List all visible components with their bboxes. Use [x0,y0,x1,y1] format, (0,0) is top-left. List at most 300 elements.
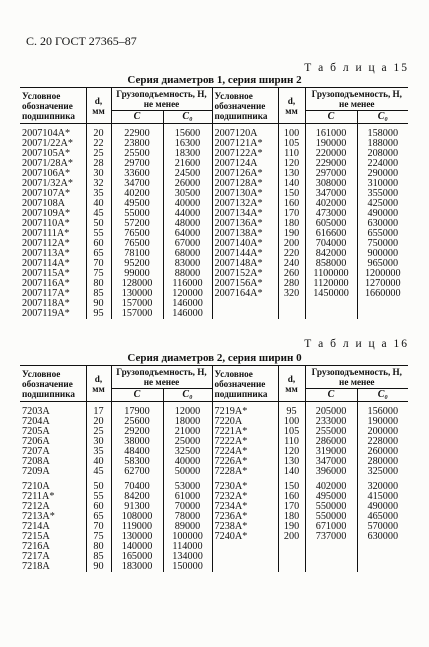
dynamic-load-rating: 29200 [111,427,163,437]
static-load-rating: 570000 [367,521,399,532]
bearing-designation: 2007124A [212,159,278,169]
diameter-header: d, мм [278,366,305,402]
dynamic-load-rating: 1120000 [305,279,357,289]
bearing-designation: 7210A [20,477,86,492]
static-load-rating: 280000 [367,456,399,467]
dynamic-load-rating [305,562,357,572]
capacity-header: Грузоподъемность, Н, не менее [305,88,408,111]
dynamic-load-rating: 25600 [111,417,163,427]
dynamic-load-rating: 183000 [111,562,163,572]
static-load-rating: 61000 [163,492,212,502]
bearing-designation: 7216A [20,542,86,552]
dynamic-load-rating: 78100 [111,249,163,259]
table-15-label: Т а б л и ц а 15 [304,62,409,74]
static-load-rating: 655000 [367,228,399,239]
static-load-rating [357,562,408,572]
bearing-designation: 7203A [20,402,86,418]
static-load-rating: 68000 [163,249,212,259]
static-load-rating: 64000 [163,229,212,239]
dynamic-load-rating: 48400 [111,447,163,457]
dynamic-load-rating [305,542,357,552]
static-load-rating: 89000 [163,522,212,532]
bore-diameter: 180 [278,512,305,522]
dynamic-load-rating: 402000 [305,199,357,209]
bore-diameter: 170 [278,209,305,219]
dynamic-load-rating: 1100000 [305,269,357,279]
bore-diameter: 50 [86,477,111,492]
static-load-rating: 134000 [163,552,212,562]
dynamic-load-rating [305,299,357,309]
bearing-designation: 2007104A* [20,124,86,140]
bearing-designation: 2007164A* [212,289,278,299]
bearing-designation: 7209A [20,467,86,477]
bearing-designation: 7204A [20,417,86,427]
capacity-header: Грузоподъемность, Н, не менее [305,366,408,389]
static-load-rating: 490000 [367,501,399,512]
dynamic-load-rating: 229000 [305,159,357,169]
bore-diameter: 220 [278,249,305,259]
bore-diameter: 110 [278,437,305,447]
c-header: C [305,389,357,402]
dynamic-load-rating: 737000 [305,532,357,542]
bore-diameter: 80 [86,542,111,552]
bearing-designation: 2007134A* [212,209,278,219]
static-load-rating: 50000 [163,467,212,477]
dynamic-load-rating: 29700 [111,159,163,169]
diameter-header: d, мм [86,88,111,124]
bore-diameter: 25 [86,427,111,437]
bore-diameter: 110 [278,149,305,159]
dynamic-load-rating: 1450000 [305,289,357,299]
static-load-rating: 30500 [163,189,212,199]
static-load-rating: 67000 [163,239,212,249]
static-load-rating: 40000 [163,457,212,467]
bearing-designation: 7221A* [212,427,278,437]
c0-header: C₀ [357,389,408,402]
static-load-rating: 750000 [367,238,399,249]
table-row [20,562,408,572]
bearing-designation: 7236A* [212,512,278,522]
page-header: С. 20 ГОСТ 27365–87 [26,34,137,48]
static-load-rating: 44000 [163,209,212,219]
bore-diameter: 140 [278,467,305,477]
dynamic-load-rating: 119000 [111,522,163,532]
bearing-designation: 7230A* [212,477,278,492]
bore-diameter: 90 [86,562,111,572]
table-15 [20,87,408,319]
bore-diameter [278,299,305,309]
bearing-designation: 2007118A* [20,299,86,309]
designation-header: Условное обозначение подшипника [20,366,86,402]
bore-diameter: 95 [86,309,111,319]
bearing-designation: 7217A [20,552,86,562]
static-load-rating: 355000 [367,188,399,199]
dynamic-load-rating: 130000 [111,532,163,542]
dynamic-load-rating: 255000 [305,427,357,437]
static-load-rating: 630000 [367,218,399,229]
dynamic-load-rating: 76500 [111,229,163,239]
diameter-header: d, мм [278,88,305,124]
bearing-designation: 7226A* [212,457,278,467]
bore-diameter: 100 [278,417,305,427]
dynamic-load-rating: 495000 [305,492,357,502]
bore-diameter: 170 [278,502,305,512]
bore-diameter: 32 [86,179,111,189]
static-load-rating [357,552,408,562]
bore-diameter: 50 [86,219,111,229]
bore-diameter [278,542,305,552]
dynamic-load-rating: 396000 [305,467,357,477]
dynamic-load-rating: 40200 [111,189,163,199]
c0-header: C₀ [357,111,408,124]
bore-diameter: 75 [86,269,111,279]
static-load-rating: 190000 [367,416,399,427]
bearing-designation: 7234A* [212,502,278,512]
bore-diameter: 28 [86,159,111,169]
dynamic-load-rating: 550000 [305,502,357,512]
static-load-rating: 200000 [367,426,399,437]
diameter-header: d, мм [86,366,111,402]
bearing-designation: 7218A [20,562,86,572]
static-load-rating: 1200000 [364,268,401,279]
bore-diameter: 200 [278,532,305,542]
bearing-designation: 2007136A* [212,219,278,229]
static-load-rating: 40000 [163,199,212,209]
static-load-rating: 146000 [163,309,212,319]
static-load-rating: 146000 [163,299,212,309]
bore-diameter: 40 [86,457,111,467]
dynamic-load-rating: 297000 [305,169,357,179]
table-16-title: Серия диаметров 2, серия ширин 0 [127,352,302,364]
static-load-rating: 150000 [163,562,212,572]
static-load-rating: 228000 [367,436,399,447]
bearing-designation: 2007106A* [20,169,86,179]
bearing-designation: 2007119A* [20,309,86,319]
bore-diameter: 160 [278,492,305,502]
bearing-designation: 7212A [20,502,86,512]
static-load-rating: 21600 [163,159,212,169]
bearing-designation: 2007110A* [20,219,86,229]
bore-diameter: 60 [86,239,111,249]
dynamic-load-rating: 161000 [305,124,357,140]
bearing-designation: 2007112A* [20,239,86,249]
bearing-designation: 7219A* [212,402,278,418]
bore-diameter: 120 [278,159,305,169]
bearing-designation: 7205A [20,427,86,437]
dynamic-load-rating: 308000 [305,179,357,189]
static-load-rating: 70000 [163,502,212,512]
static-load-rating: 48000 [163,219,212,229]
bore-diameter: 85 [86,552,111,562]
bearing-designation: 2007130A* [212,189,278,199]
bearing-designation: 7232A* [212,492,278,502]
static-load-rating: 156000 [367,406,399,417]
bearing-designation: 2007122A* [212,149,278,159]
table-16 [20,365,408,572]
table-row [20,532,408,542]
bore-diameter: 35 [86,447,111,457]
dynamic-load-rating: 347000 [305,457,357,467]
bore-diameter: 20 [86,417,111,427]
bearing-designation: 7213A* [20,512,86,522]
bearing-designation: 2007115A* [20,269,86,279]
static-load-rating: 630000 [367,531,399,542]
bore-diameter: 150 [278,477,305,492]
static-load-rating: 53000 [163,477,212,492]
dynamic-load-rating [305,309,357,319]
static-load-rating: 12000 [163,402,212,418]
dynamic-load-rating: 76500 [111,239,163,249]
bore-diameter: 70 [86,522,111,532]
static-load-rating: 15600 [163,124,212,140]
bore-diameter: 20 [86,124,111,140]
bore-diameter: 150 [278,189,305,199]
static-load-rating: 208000 [367,148,399,159]
dynamic-load-rating: 286000 [305,437,357,447]
static-load-rating: 490000 [367,208,399,219]
bearing-designation [212,562,278,572]
dynamic-load-rating: 33600 [111,169,163,179]
table-16-label: Т а б л и ц а 16 [304,338,409,350]
bore-diameter: 105 [278,139,305,149]
bearing-designation: 7206A [20,437,86,447]
bore-diameter: 55 [86,492,111,502]
bore-diameter: 140 [278,179,305,189]
bore-diameter: 30 [86,169,111,179]
static-load-rating: 260000 [367,446,399,457]
static-load-rating: 965000 [367,258,399,269]
bearing-designation: 7222A* [212,437,278,447]
static-load-rating: 425000 [367,198,399,209]
table-row [20,124,408,140]
dynamic-load-rating: 157000 [111,299,163,309]
dynamic-load-rating: 347000 [305,189,357,199]
bearing-designation: 7214A [20,522,86,532]
table-row [20,477,408,492]
static-load-rating: 21000 [163,427,212,437]
dynamic-load-rating: 671000 [305,522,357,532]
dynamic-load-rating: 220000 [305,149,357,159]
capacity-header: Грузоподъемность, Н, не менее [111,88,212,111]
dynamic-load-rating: 858000 [305,259,357,269]
bearing-designation: 7228A* [212,467,278,477]
dynamic-load-rating: 17900 [111,402,163,418]
static-load-rating: 18000 [163,417,212,427]
bearing-designation: 2007121A* [212,139,278,149]
static-load-rating: 1660000 [364,288,401,299]
static-load-rating: 1270000 [364,278,401,289]
dynamic-load-rating: 70400 [111,477,163,492]
table-row [20,402,408,418]
c0-header: C₀ [163,111,212,124]
bore-diameter: 30 [86,437,111,447]
designation-header: Условное обозначение подшипника [212,366,278,402]
static-load-rating: 325000 [367,466,399,477]
bearing-designation: 2007152A* [212,269,278,279]
bearing-designation: 2007117A* [20,289,86,299]
bore-diameter: 240 [278,259,305,269]
static-load-rating: 290000 [367,168,399,179]
c-header: C [111,111,163,124]
static-load-rating: 114000 [163,542,212,552]
bore-diameter: 17 [86,402,111,418]
static-load-rating: 100000 [163,532,212,542]
bore-diameter: 45 [86,209,111,219]
table-row [20,542,408,552]
bore-diameter: 180 [278,219,305,229]
table-row [20,289,408,299]
static-load-rating: 18300 [163,149,212,159]
bore-diameter: 280 [278,279,305,289]
static-load-rating: 24500 [163,169,212,179]
static-load-rating: 25000 [163,437,212,447]
dynamic-load-rating: 99000 [111,269,163,279]
bore-diameter: 200 [278,239,305,249]
dynamic-load-rating: 25500 [111,149,163,159]
dynamic-load-rating: 130000 [111,289,163,299]
dynamic-load-rating: 55000 [111,209,163,219]
c-header: C [111,389,163,402]
static-load-rating: 465000 [367,511,399,522]
bore-diameter: 65 [86,512,111,522]
bore-diameter: 130 [278,457,305,467]
bore-diameter: 190 [278,229,305,239]
bore-diameter: 25 [86,149,111,159]
bore-diameter: 45 [86,467,111,477]
bearing-designation: 2007138A* [212,229,278,239]
bearing-designation: 7207A [20,447,86,457]
bore-diameter: 160 [278,199,305,209]
static-load-rating: 26000 [163,179,212,189]
static-load-rating: 88000 [163,269,212,279]
static-load-rating: 78000 [163,512,212,522]
table-row [20,467,408,477]
bore-diameter: 22 [86,139,111,149]
dynamic-load-rating: 22900 [111,124,163,140]
dynamic-load-rating: 62700 [111,467,163,477]
dynamic-load-rating: 34700 [111,179,163,189]
static-load-rating: 224000 [367,158,399,169]
bore-diameter: 60 [86,502,111,512]
table-row [20,309,408,319]
static-load-rating [357,542,408,552]
dynamic-load-rating: 91300 [111,502,163,512]
dynamic-load-rating: 140000 [111,542,163,552]
dynamic-load-rating [305,552,357,562]
dynamic-load-rating: 157000 [111,309,163,319]
bearing-designation [212,552,278,562]
dynamic-load-rating: 38000 [111,437,163,447]
dynamic-load-rating: 704000 [305,239,357,249]
bearing-designation: 2007113A* [20,249,86,259]
bearing-designation: 2007114A* [20,259,86,269]
bearing-designation: 7220A [212,417,278,427]
bearing-designation: 2007107A* [20,189,86,199]
dynamic-load-rating: 402000 [305,477,357,492]
c0-header: C₀ [163,389,212,402]
bore-diameter: 40 [86,199,111,209]
bearing-designation: 2007128A* [212,179,278,189]
table-15-title: Серия диаметров 1, серия ширин 2 [127,74,302,86]
bore-diameter: 65 [86,249,111,259]
static-load-rating: 32500 [163,447,212,457]
static-load-rating: 320000 [367,481,399,492]
bore-diameter: 260 [278,269,305,279]
bearing-designation: 20071/22A* [20,139,86,149]
bearing-designation [212,309,278,319]
dynamic-load-rating: 57200 [111,219,163,229]
static-load-rating: 120000 [163,289,212,299]
bearing-designation: 2007116A* [20,279,86,289]
bearing-designation: 2007105A* [20,149,86,159]
dynamic-load-rating: 95200 [111,259,163,269]
bore-diameter: 55 [86,229,111,239]
bearing-designation: 7238A* [212,522,278,532]
dynamic-load-rating: 49500 [111,199,163,209]
bore-diameter: 190 [278,522,305,532]
bore-diameter: 100 [278,124,305,140]
bearing-designation: 2007140A* [212,239,278,249]
designation-header: Условное обозначение подшипника [20,88,86,124]
bearing-designation: 2007120A [212,124,278,140]
static-load-rating: 116000 [163,279,212,289]
dynamic-load-rating: 473000 [305,209,357,219]
bore-diameter: 35 [86,189,111,199]
bearing-designation: 7208A [20,457,86,467]
table-row [20,299,408,309]
bearing-designation: 2007126A* [212,169,278,179]
bore-diameter: 130 [278,169,305,179]
dynamic-load-rating: 190000 [305,139,357,149]
bearing-designation: 20071/32A* [20,179,86,189]
bore-diameter [278,309,305,319]
dynamic-load-rating: 84200 [111,492,163,502]
static-load-rating [357,309,408,319]
bore-diameter: 70 [86,259,111,269]
static-load-rating: 16300 [163,139,212,149]
capacity-header: Грузоподъемность, Н, не менее [111,366,212,389]
bore-diameter: 90 [86,299,111,309]
dynamic-load-rating: 205000 [305,402,357,418]
bearing-designation: 2007132A* [212,199,278,209]
dynamic-load-rating: 128000 [111,279,163,289]
bearing-designation: 20071/28A* [20,159,86,169]
c-header: C [305,111,357,124]
bore-diameter: 80 [86,279,111,289]
bore-diameter: 95 [278,402,305,418]
bearing-designation: 2007144A* [212,249,278,259]
dynamic-load-rating: 605000 [305,219,357,229]
bore-diameter: 105 [278,427,305,437]
dynamic-load-rating: 616600 [305,229,357,239]
bearing-designation: 2007108A [20,199,86,209]
dynamic-load-rating: 165000 [111,552,163,562]
bore-diameter: 320 [278,289,305,299]
dynamic-load-rating: 319000 [305,447,357,457]
bore-diameter [278,552,305,562]
static-load-rating: 83000 [163,259,212,269]
bore-diameter [278,562,305,572]
static-load-rating: 158000 [367,128,399,139]
bearing-designation: 7215A [20,532,86,542]
bearing-designation: 2007156A* [212,279,278,289]
static-load-rating: 415000 [367,491,399,502]
dynamic-load-rating: 108000 [111,512,163,522]
bearing-designation: 2007111A* [20,229,86,239]
dynamic-load-rating: 23800 [111,139,163,149]
static-load-rating: 188000 [367,138,399,149]
dynamic-load-rating: 58300 [111,457,163,467]
